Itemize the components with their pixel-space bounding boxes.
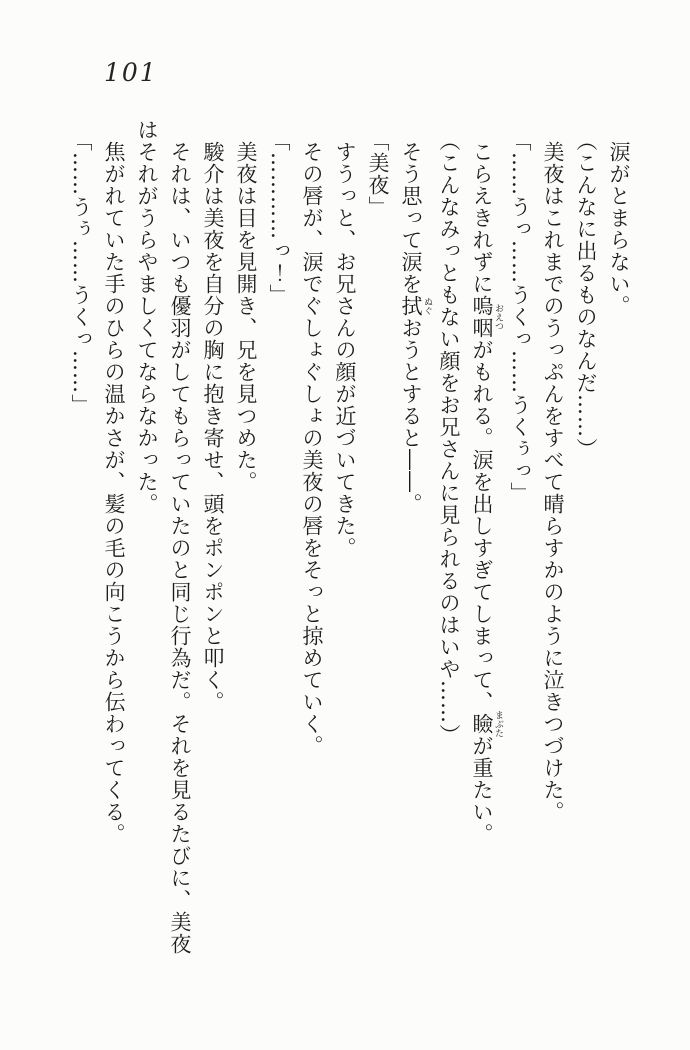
text-line: 「…………っ！」: [267, 130, 291, 306]
text-line: （こんなみっともない顔をお兄さんに見られるのはいや……）: [437, 130, 461, 746]
text-line: 「……うっ……うくっ……うくぅっ」: [508, 130, 532, 504]
text-line: そう思って涙を拭 ぬぐおうとすると――。: [399, 141, 432, 515]
text-line: すうっと、お兄さんの顔が近づいてきた。: [333, 141, 357, 559]
text-line: それは、いつも優羽がしてもらっていたのと同じ行為だ。それを見るたびに、美夜: [168, 141, 192, 955]
text-line: その唇が、涙でぐしょぐしょの美夜の唇をそっと掠めていく。: [300, 141, 324, 757]
text-line: 焦がれていた手のひらの温かさが、髪の毛の向こうから伝わってくる。: [102, 141, 126, 845]
text-line: 涙がとまらない。: [607, 141, 631, 317]
text-line: 駿介は美夜を自分の胸に抱き寄せ、頭をポンポンと叩く。: [201, 141, 225, 713]
text-line: はそれがうらやましくてならなかった。: [135, 119, 159, 515]
text-line: 美夜は目を見開き、兄を見つめた。: [234, 141, 258, 493]
furigana-ruby: 嗚咽 おえつ: [470, 295, 503, 339]
text-line: こらえきれずに嗚咽 おえつがもれる。涙を出しすぎてしまって、瞼 まぶたが重たい。: [470, 141, 503, 845]
furigana-ruby: 瞼 まぶた: [470, 710, 503, 738]
text-line: 「美夜」: [366, 130, 390, 218]
text-line: 美夜はこれまでのうっぷんをすべて晴らすかのように泣きつづけた。: [541, 141, 565, 823]
page-number: 101: [104, 58, 158, 87]
vertical-text-block: [71, 119, 635, 971]
text-line: 「……うぅ……うくっ……」: [69, 130, 93, 416]
text-line: （こんなに出るものなんだ……）: [574, 130, 598, 460]
furigana-ruby: 拭 ぬぐ: [399, 295, 432, 317]
